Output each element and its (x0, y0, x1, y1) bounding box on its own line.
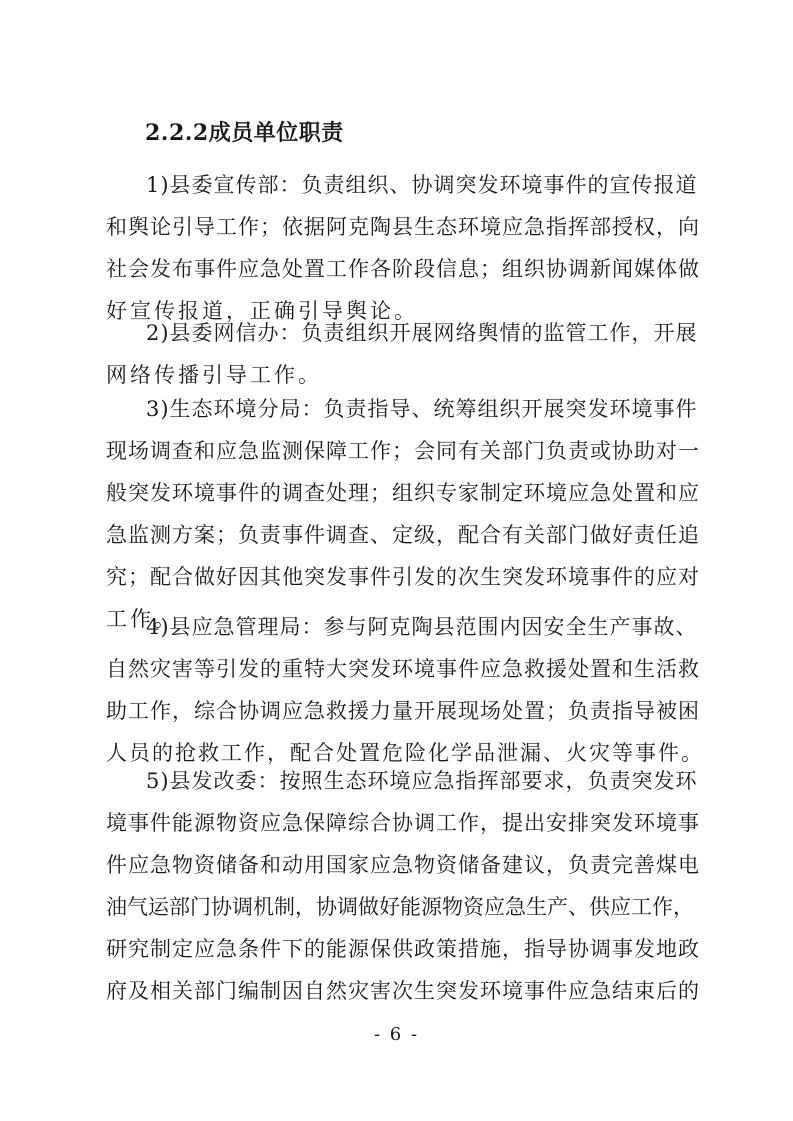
paragraph-line: 境事件能源物资应急保障综合协调工作，提出安排突发环境事 (106, 811, 700, 835)
paragraph-line: 和舆论引导工作；依据阿克陶县生态环境应急指挥部授权，向 (106, 215, 700, 239)
paragraph-line: 助工作，综合协调应急救援力量开展现场处置；负责指导被困 (106, 699, 700, 723)
paragraph-line: 4)县应急管理局：参与阿克陶县范围内因安全生产事故、 (146, 615, 698, 639)
paragraph-line: 油气运部门协调机制，协调做好能源物资应急生产、供应工作， (106, 895, 694, 919)
paragraph-line: 工作。 (106, 607, 178, 631)
paragraph-line: 社会发布事件应急处置工作各阶段信息；组织协调新闻媒体做 (106, 257, 700, 281)
paragraph-line: 5)县发改委：按照生态环境应急指挥部要求，负责突发环 (146, 769, 698, 793)
page-number: - 6 - (373, 1024, 420, 1045)
paragraph-line: 件应急物资储备和动用国家应急物资储备建议，负责完善煤电 (106, 853, 700, 877)
paragraph-line: 2)县委网信办：负责组织开展网络舆情的监管工作，开展 (146, 321, 698, 345)
paragraph-line: 究；配合做好因其他突发事件引发的次生突发环境事件的应对 (106, 565, 700, 589)
paragraph-line: 3)生态环境分局：负责指导、统筹组织开展突发环境事件 (146, 397, 698, 421)
paragraph-line: 现场调查和应急监测保障工作；会同有关部门负责或协助对一 (106, 439, 700, 463)
paragraph-line: 般突发环境事件的调查处理；组织专家制定环境应急处置和应 (106, 481, 700, 505)
paragraph-line: 急监测方案；负责事件调查、定级，配合有关部门做好责任追 (106, 523, 700, 547)
paragraph-line: 网络传播引导工作。 (106, 363, 322, 387)
paragraph-line: 1)县委宣传部：负责组织、协调突发环境事件的宣传报道 (146, 173, 698, 197)
paragraph-line: 府及相关部门编制因自然灾害次生突发环境事件应急结束后的 (106, 979, 700, 1003)
section-heading: 2.2.2成员单位职责 (145, 120, 344, 146)
paragraph-line: 人员的抢救工作，配合处置危险化学品泄漏、火灾等事件。 (106, 741, 704, 765)
paragraph-line: 好宣传报道，正确引导舆论。 (106, 299, 418, 323)
paragraph-line: 自然灾害等引发的重特大突发环境事件应急救援处置和生活救 (106, 657, 700, 681)
paragraph-line: 研究制定应急条件下的能源保供政策措施，指导协调事发地政 (106, 937, 700, 961)
